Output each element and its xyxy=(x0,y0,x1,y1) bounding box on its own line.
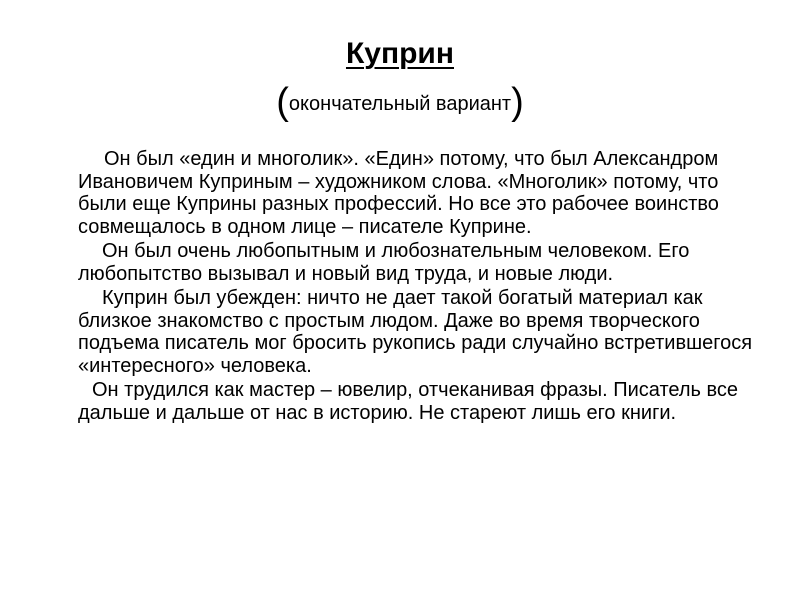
slide-title: Куприн xyxy=(345,37,454,70)
subtitle-text: окончательный вариант xyxy=(288,93,512,115)
slide-body xyxy=(78,148,758,426)
subtitle-close-paren: ) xyxy=(511,81,524,123)
paragraph: Он был «един и многолик». «Един» потому, что был Александром Ивановичем Куприным – художником слова. «Многолик» потому, что были еще Куприны разных профессий. Но все это рабочее воинство совмещалось в одном лице – писателе Куприне. xyxy=(78,148,719,238)
paragraph: Куприн был убежден: ничто не дает такой богатый материал как близкое знакомство с простым людом. Даже во время творческого подъема писатель мог бросить рукопись ради случайно встретившегося «интересного» человека. xyxy=(78,287,753,377)
paragraph: Он был очень любопытным и любознательным человеком. Его любопытство вызывал и новый вид труда, и новые люди. xyxy=(78,240,690,285)
slide-subtitle xyxy=(0,80,800,126)
subtitle-open-paren: ( xyxy=(276,81,289,123)
paragraph: Он трудился как мастер – ювелир, отчеканивая фразы. Писатель все дальше и дальше от нас в историю. Не стареют лишь его книги. xyxy=(78,379,739,424)
